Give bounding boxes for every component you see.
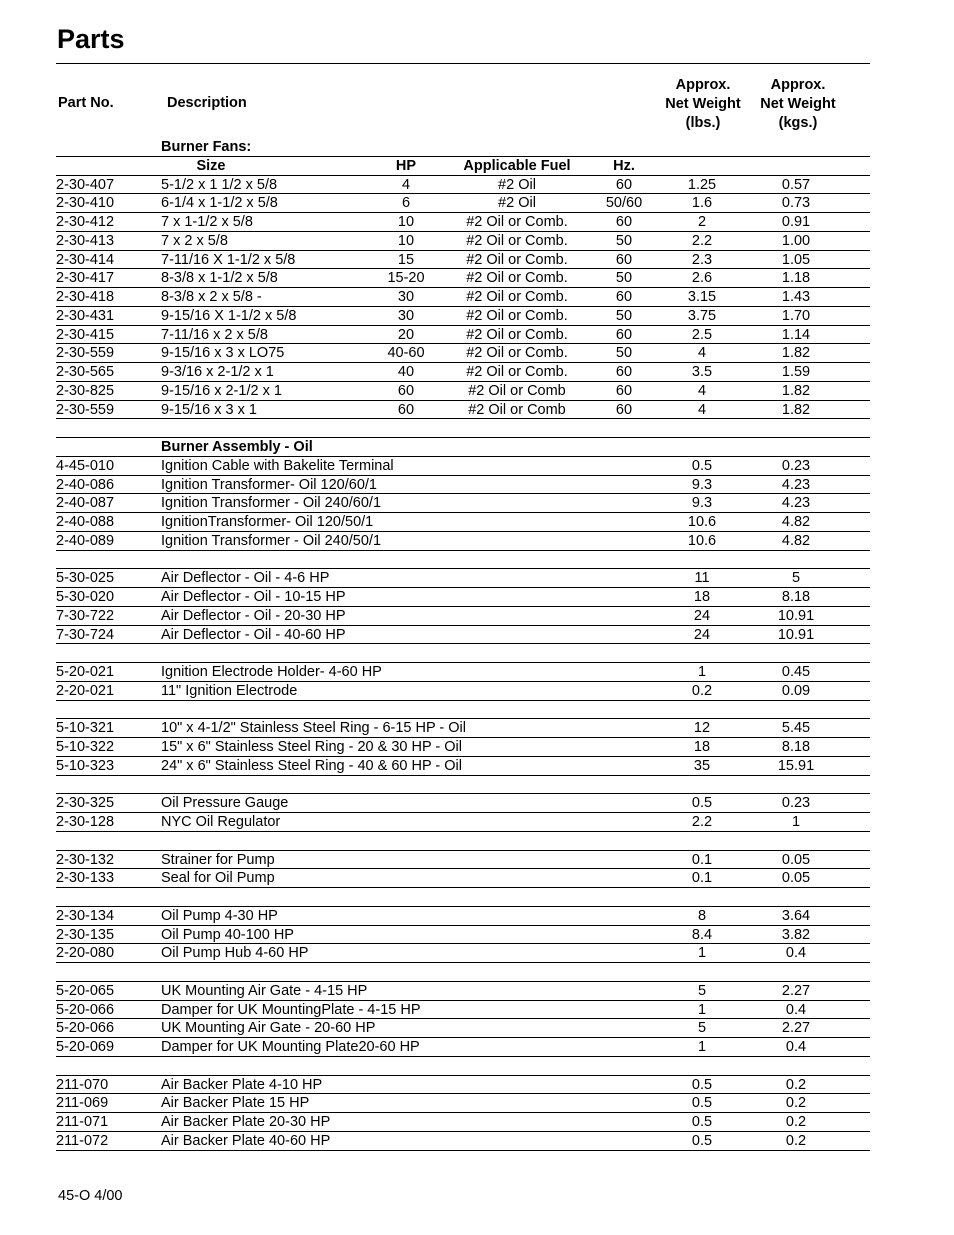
section-heading-row bbox=[56, 438, 870, 457]
weight-lbs: 18 bbox=[693, 739, 711, 755]
parts-table bbox=[56, 138, 870, 1151]
part-description: 9-15/16 X 1-1/2 x 5/8 bbox=[161, 307, 297, 324]
part-number: 7-30-722 bbox=[56, 607, 115, 624]
table-row bbox=[56, 607, 870, 626]
weight-kgs: 8.18 bbox=[781, 589, 811, 605]
table-row bbox=[56, 719, 870, 738]
part-number: 5-20-069 bbox=[56, 1039, 115, 1055]
table-row bbox=[56, 326, 870, 345]
part-fuel: #2 Oil or Comb bbox=[468, 401, 566, 418]
table-row bbox=[56, 476, 870, 495]
spacer-row bbox=[56, 832, 870, 851]
weight-kgs: 4.23 bbox=[781, 495, 811, 512]
part-hz: 60 bbox=[615, 326, 633, 343]
part-description: 8-3/8 x 2 x 5/8 - bbox=[161, 289, 262, 305]
section-heading-row bbox=[56, 138, 870, 157]
part-hp: 4 bbox=[401, 176, 411, 193]
table-row bbox=[56, 1132, 870, 1151]
weight-lbs: 8.4 bbox=[691, 926, 713, 943]
part-hp: 15 bbox=[397, 251, 415, 268]
weight-lbs: 1.25 bbox=[687, 176, 717, 193]
weight-lbs: 2 bbox=[697, 214, 707, 230]
weight-lbs: 9.3 bbox=[691, 495, 713, 512]
table-row bbox=[56, 382, 870, 401]
part-number: 2-20-080 bbox=[56, 945, 115, 962]
table-row bbox=[56, 344, 870, 363]
weight-kgs: 1.82 bbox=[781, 345, 811, 362]
subheader-fuel: Applicable Fuel bbox=[463, 157, 571, 174]
part-description: Damper for UK MountingPlate - 4-15 HP bbox=[161, 1001, 421, 1018]
header-part-no: Part No. bbox=[58, 95, 114, 111]
weight-lbs: 3.15 bbox=[687, 289, 717, 305]
part-number: 211-071 bbox=[56, 1114, 109, 1130]
part-description: 6-1/4 x 1-1/2 x 5/8 bbox=[161, 195, 278, 212]
weight-lbs: 4 bbox=[697, 401, 707, 418]
part-hz: 60 bbox=[615, 251, 633, 268]
part-number: 5-20-065 bbox=[56, 982, 115, 999]
part-description: Strainer for Pump bbox=[161, 851, 275, 868]
weight-kgs: 1.82 bbox=[781, 382, 811, 399]
part-number: 2-30-410 bbox=[56, 195, 115, 212]
weight-lbs: 0.2 bbox=[691, 682, 713, 699]
spacer-row bbox=[56, 644, 870, 663]
part-description: 8-3/8 x 1-1/2 x 5/8 bbox=[161, 270, 278, 287]
part-number: 2-40-089 bbox=[56, 532, 115, 549]
section-heading: Burner Assembly - Oil bbox=[161, 439, 313, 455]
part-description: 15" x 6" Stainless Steel Ring - 20 & 30 HP - Oil bbox=[161, 739, 462, 755]
part-number: 2-40-087 bbox=[56, 495, 115, 512]
weight-kgs: 15.91 bbox=[777, 757, 815, 774]
weight-kgs: 0.4 bbox=[785, 1039, 807, 1055]
part-description: Air Backer Plate 40-60 HP bbox=[161, 1132, 331, 1149]
weight-kgs: 1.82 bbox=[781, 401, 811, 418]
weight-kgs: 5.45 bbox=[781, 720, 811, 737]
weight-lbs: 0.1 bbox=[691, 870, 713, 887]
part-description: 7-11/16 x 2 x 5/8 bbox=[161, 326, 268, 343]
part-number: 2-30-559 bbox=[56, 345, 115, 362]
part-number: 2-30-417 bbox=[56, 270, 115, 287]
weight-kgs: 3.64 bbox=[781, 907, 811, 924]
table-row bbox=[56, 1094, 870, 1113]
weight-kgs: 0.05 bbox=[781, 851, 811, 868]
weight-kgs: 0.4 bbox=[785, 945, 807, 962]
part-description: 9-15/16 x 2-1/2 x 1 bbox=[161, 382, 282, 399]
subheader-size: Size bbox=[196, 157, 226, 174]
header-weight-kgs-line1: Approx. bbox=[770, 77, 826, 93]
part-description: Air Backer Plate 15 HP bbox=[161, 1095, 310, 1112]
header-weight-lbs-line2: Net Weight bbox=[665, 96, 741, 112]
table-row bbox=[56, 1038, 870, 1057]
part-fuel: #2 Oil bbox=[498, 195, 536, 212]
weight-kgs: 1.05 bbox=[781, 251, 811, 268]
weight-kgs: 0.91 bbox=[781, 214, 811, 230]
table-row bbox=[56, 213, 870, 232]
part-number: 4-45-010 bbox=[56, 457, 115, 474]
part-number: 7-30-724 bbox=[56, 626, 115, 643]
table-row bbox=[56, 401, 870, 420]
part-number: 5-10-323 bbox=[56, 757, 115, 774]
part-description: 10" x 4-1/2" Stainless Steel Ring - 6-15 HP - Oil bbox=[161, 720, 466, 737]
table-row bbox=[56, 588, 870, 607]
weight-lbs: 1 bbox=[697, 664, 707, 680]
weight-lbs: 12 bbox=[693, 720, 711, 737]
header-weight-kgs-line2: Net Weight bbox=[760, 96, 836, 112]
header-description: Description bbox=[167, 95, 247, 111]
weight-lbs: 2.2 bbox=[691, 232, 713, 249]
subheader-hz: Hz. bbox=[613, 157, 635, 174]
weight-lbs: 0.5 bbox=[691, 457, 713, 474]
part-description: IgnitionTransformer- Oil 120/50/1 bbox=[161, 514, 374, 530]
part-number: 2-30-825 bbox=[56, 382, 115, 399]
part-number: 2-20-021 bbox=[56, 682, 115, 699]
weight-kgs: 0.2 bbox=[785, 1114, 807, 1130]
table-row bbox=[56, 1113, 870, 1132]
table-row bbox=[56, 663, 870, 682]
part-description: 11" Ignition Electrode bbox=[161, 682, 298, 699]
part-description: 9-15/16 x 3 x LO75 bbox=[161, 345, 285, 362]
weight-lbs: 2.5 bbox=[691, 326, 713, 343]
part-description: Oil Pump Hub 4-60 HP bbox=[161, 945, 309, 962]
weight-kgs: 4.82 bbox=[781, 532, 811, 549]
part-number: 2-30-565 bbox=[56, 364, 115, 380]
part-description: Air Deflector - Oil - 20-30 HP bbox=[161, 607, 346, 624]
part-description: Air Backer Plate 20-30 HP bbox=[161, 1114, 331, 1130]
table-row bbox=[56, 532, 870, 551]
part-description: Air Backer Plate 4-10 HP bbox=[161, 1076, 323, 1093]
part-number: 2-30-413 bbox=[56, 232, 115, 249]
part-fuel: #2 Oil or Comb. bbox=[466, 251, 568, 268]
part-hz: 60 bbox=[615, 401, 633, 418]
part-description: UK Mounting Air Gate - 20-60 HP bbox=[161, 1020, 376, 1037]
part-hz: 50 bbox=[615, 270, 633, 287]
table-row bbox=[56, 1019, 870, 1038]
weight-lbs: 10.6 bbox=[687, 532, 717, 549]
part-hp: 30 bbox=[397, 307, 415, 324]
weight-kgs: 0.23 bbox=[781, 457, 811, 474]
table-row bbox=[56, 682, 870, 701]
part-description: Oil Pressure Gauge bbox=[161, 795, 289, 812]
part-description: 9-3/16 x 2-1/2 x 1 bbox=[161, 364, 274, 380]
table-row bbox=[56, 738, 870, 757]
part-number: 2-30-132 bbox=[56, 851, 115, 868]
part-description: NYC Oil Regulator bbox=[161, 814, 281, 830]
part-hp: 20 bbox=[397, 326, 415, 343]
weight-kgs: 0.4 bbox=[785, 1001, 807, 1018]
weight-kgs: 10.91 bbox=[777, 607, 815, 624]
weight-lbs: 0.5 bbox=[691, 1132, 713, 1149]
table-row bbox=[56, 194, 870, 213]
weight-kgs: 2.27 bbox=[781, 1020, 811, 1037]
part-number: 5-10-321 bbox=[56, 720, 115, 737]
part-fuel: #2 Oil or Comb. bbox=[466, 214, 568, 230]
weight-kgs: 0.2 bbox=[785, 1132, 807, 1149]
table-row bbox=[56, 813, 870, 832]
part-number: 211-072 bbox=[56, 1132, 109, 1149]
part-number: 2-30-134 bbox=[56, 907, 115, 924]
weight-kgs: 0.2 bbox=[785, 1095, 807, 1112]
weight-kgs: 4.23 bbox=[781, 476, 811, 493]
fan-subheader-row bbox=[56, 157, 870, 176]
part-hz: 50 bbox=[615, 307, 633, 324]
weight-lbs: 1.6 bbox=[691, 195, 713, 212]
table-row bbox=[56, 513, 870, 532]
weight-lbs: 3.75 bbox=[687, 307, 717, 324]
part-hz: 60 bbox=[615, 214, 633, 230]
weight-kgs: 10.91 bbox=[777, 626, 815, 643]
part-hp: 60 bbox=[397, 382, 415, 399]
table-row bbox=[56, 176, 870, 195]
weight-kgs: 4.82 bbox=[781, 514, 811, 530]
part-number: 5-30-025 bbox=[56, 570, 115, 587]
part-number: 2-30-128 bbox=[56, 814, 115, 830]
part-hp: 6 bbox=[401, 195, 411, 212]
weight-lbs: 2.6 bbox=[691, 270, 713, 287]
part-description: Ignition Electrode Holder- 4-60 HP bbox=[161, 664, 382, 680]
table-row bbox=[56, 944, 870, 963]
part-number: 2-30-412 bbox=[56, 214, 115, 230]
part-fuel: #2 Oil or Comb. bbox=[466, 326, 568, 343]
spacer-row bbox=[56, 701, 870, 720]
part-hz: 50/60 bbox=[605, 195, 643, 212]
part-description: 9-15/16 x 3 x 1 bbox=[161, 401, 257, 418]
subheader-hp: HP bbox=[395, 157, 417, 174]
part-number: 5-20-066 bbox=[56, 1020, 115, 1037]
weight-lbs: 0.1 bbox=[691, 851, 713, 868]
weight-lbs: 24 bbox=[693, 626, 711, 643]
header-weight-lbs-line3: (lbs.) bbox=[685, 115, 721, 131]
weight-lbs: 5 bbox=[697, 1020, 707, 1037]
part-description: UK Mounting Air Gate - 4-15 HP bbox=[161, 982, 368, 999]
table-row bbox=[56, 269, 870, 288]
part-number: 2-30-418 bbox=[56, 289, 115, 305]
part-fuel: #2 Oil or Comb. bbox=[466, 345, 568, 362]
part-description: Ignition Transformer- Oil 120/60/1 bbox=[161, 476, 377, 493]
weight-lbs: 0.5 bbox=[691, 1095, 713, 1112]
weight-kgs: 1.43 bbox=[781, 289, 811, 305]
part-fuel: #2 Oil bbox=[498, 176, 536, 193]
weight-kgs: 2.27 bbox=[781, 982, 811, 999]
part-number: 2-30-559 bbox=[56, 401, 115, 418]
table-row bbox=[56, 907, 870, 926]
header-weight-kgs-line3: (kgs.) bbox=[778, 115, 818, 131]
part-description: 24" x 6" Stainless Steel Ring - 40 & 60 HP - Oil bbox=[161, 757, 462, 774]
part-number: 2-40-088 bbox=[56, 514, 115, 530]
part-hp: 30 bbox=[397, 289, 415, 305]
weight-lbs: 0.5 bbox=[691, 1114, 713, 1130]
weight-lbs: 0.5 bbox=[691, 1076, 713, 1093]
part-hp: 10 bbox=[397, 214, 415, 230]
part-fuel: #2 Oil or Comb. bbox=[466, 270, 568, 287]
part-number: 211-070 bbox=[56, 1076, 109, 1093]
weight-kgs: 8.18 bbox=[781, 739, 811, 755]
weight-lbs: 10.6 bbox=[687, 514, 717, 530]
header-weight-lbs bbox=[648, 76, 758, 133]
spacer-row bbox=[56, 888, 870, 907]
section-heading: Burner Fans: bbox=[161, 139, 252, 155]
part-fuel: #2 Oil or Comb. bbox=[466, 364, 568, 380]
weight-lbs: 35 bbox=[693, 757, 711, 774]
part-number: 5-30-020 bbox=[56, 589, 115, 605]
weight-lbs: 24 bbox=[693, 607, 711, 624]
part-description: 7-11/16 X 1-1/2 x 5/8 bbox=[161, 251, 296, 268]
part-description: Ignition Cable with Bakelite Terminal bbox=[161, 457, 394, 474]
part-hz: 60 bbox=[615, 364, 633, 380]
weight-kgs: 0.73 bbox=[781, 195, 811, 212]
part-hp: 10 bbox=[397, 232, 415, 249]
part-description: Oil Pump 4-30 HP bbox=[161, 907, 278, 924]
table-row bbox=[56, 926, 870, 945]
weight-lbs: 1 bbox=[697, 945, 707, 962]
table-row bbox=[56, 869, 870, 888]
part-number: 211-069 bbox=[56, 1095, 109, 1112]
part-hz: 50 bbox=[615, 232, 633, 249]
weight-kgs: 0.23 bbox=[781, 795, 811, 812]
weight-lbs: 18 bbox=[693, 589, 711, 605]
weight-kgs: 0.57 bbox=[781, 176, 811, 193]
table-row bbox=[56, 232, 870, 251]
table-row bbox=[56, 1076, 870, 1095]
weight-kgs: 3.82 bbox=[781, 926, 811, 943]
weight-lbs: 8 bbox=[697, 907, 707, 924]
table-row bbox=[56, 251, 870, 270]
header-weight-kgs bbox=[743, 76, 853, 133]
spacer-row bbox=[56, 551, 870, 570]
part-number: 2-30-325 bbox=[56, 795, 115, 812]
weight-kgs: 1.59 bbox=[781, 364, 811, 380]
spacer-row bbox=[56, 419, 870, 438]
weight-kgs: 5 bbox=[791, 570, 801, 587]
part-description: Seal for Oil Pump bbox=[161, 870, 275, 887]
table-row bbox=[56, 794, 870, 813]
weight-lbs: 2.2 bbox=[691, 814, 713, 830]
part-description: Damper for UK Mounting Plate20-60 HP bbox=[161, 1039, 420, 1055]
part-hz: 60 bbox=[615, 289, 633, 305]
weight-lbs: 11 bbox=[694, 570, 710, 587]
table-row bbox=[56, 626, 870, 645]
part-description: 7 x 2 x 5/8 bbox=[161, 232, 228, 249]
header-weight-lbs-line1: Approx. bbox=[675, 77, 731, 93]
weight-kgs: 1.70 bbox=[781, 307, 811, 324]
weight-lbs: 9.3 bbox=[691, 476, 713, 493]
part-hp: 40 bbox=[397, 364, 415, 380]
spacer-row bbox=[56, 776, 870, 795]
part-number: 5-10-322 bbox=[56, 739, 115, 755]
weight-kgs: 1.14 bbox=[781, 326, 811, 343]
weight-lbs: 3.5 bbox=[691, 364, 713, 380]
weight-kgs: 1.00 bbox=[781, 232, 811, 249]
table-row bbox=[56, 494, 870, 513]
part-description: 7 x 1-1/2 x 5/8 bbox=[161, 214, 253, 230]
weight-lbs: 1 bbox=[697, 1001, 707, 1018]
weight-lbs: 0.5 bbox=[691, 795, 713, 812]
table-row bbox=[56, 982, 870, 1001]
weight-kgs: 0.09 bbox=[781, 682, 811, 699]
part-hz: 60 bbox=[615, 176, 633, 193]
part-description: Ignition Transformer - Oil 240/60/1 bbox=[161, 495, 382, 512]
part-fuel: #2 Oil or Comb. bbox=[466, 232, 568, 249]
part-hp: 40-60 bbox=[387, 345, 425, 362]
table-row bbox=[56, 1001, 870, 1020]
weight-lbs: 4 bbox=[697, 382, 707, 399]
weight-kgs: 0.05 bbox=[781, 870, 811, 887]
part-description: Air Deflector - Oil - 40-60 HP bbox=[161, 626, 346, 643]
table-row bbox=[56, 363, 870, 382]
table-row bbox=[56, 457, 870, 476]
part-description: Air Deflector - Oil - 10-15 HP bbox=[161, 589, 346, 605]
table-row bbox=[56, 288, 870, 307]
part-number: 2-30-414 bbox=[56, 251, 115, 268]
weight-kgs: 0.45 bbox=[781, 664, 811, 680]
title-rule bbox=[56, 63, 870, 64]
page-footer: 45-O 4/00 bbox=[58, 1188, 123, 1204]
part-description: Air Deflector - Oil - 4-6 HP bbox=[161, 570, 330, 587]
spacer-row bbox=[56, 963, 870, 982]
part-description: Oil Pump 40-100 HP bbox=[161, 926, 294, 943]
weight-lbs: 4 bbox=[697, 345, 707, 362]
part-fuel: #2 Oil or Comb. bbox=[466, 307, 568, 324]
part-fuel: #2 Oil or Comb bbox=[468, 382, 566, 399]
weight-kgs: 0.2 bbox=[785, 1076, 807, 1093]
part-fuel: #2 Oil or Comb. bbox=[466, 289, 568, 305]
part-description: Ignition Transformer - Oil 240/50/1 bbox=[161, 532, 382, 549]
table-row bbox=[56, 569, 870, 588]
weight-kgs: 1.18 bbox=[781, 270, 811, 287]
part-hz: 50 bbox=[615, 345, 633, 362]
part-number: 5-20-066 bbox=[56, 1001, 115, 1018]
weight-lbs: 2.3 bbox=[691, 251, 713, 268]
part-number: 2-30-415 bbox=[56, 326, 115, 343]
table-row bbox=[56, 307, 870, 326]
part-number: 2-40-086 bbox=[56, 476, 115, 493]
part-number: 2-30-133 bbox=[56, 870, 115, 887]
weight-lbs: 1 bbox=[697, 1039, 707, 1055]
part-number: 2-30-135 bbox=[56, 926, 115, 943]
part-number: 2-30-407 bbox=[56, 176, 115, 193]
weight-kgs: 1 bbox=[791, 814, 801, 830]
page-title: Parts bbox=[57, 24, 125, 54]
table-row bbox=[56, 851, 870, 870]
part-number: 2-30-431 bbox=[56, 307, 115, 324]
spacer-row bbox=[56, 1057, 870, 1076]
weight-lbs: 5 bbox=[697, 982, 707, 999]
part-description: 5-1/2 x 1 1/2 x 5/8 bbox=[161, 176, 278, 193]
part-hp: 15-20 bbox=[387, 270, 425, 287]
part-hp: 60 bbox=[397, 401, 415, 418]
part-number: 5-20-021 bbox=[56, 664, 115, 680]
table-row bbox=[56, 757, 870, 776]
part-hz: 60 bbox=[615, 382, 633, 399]
